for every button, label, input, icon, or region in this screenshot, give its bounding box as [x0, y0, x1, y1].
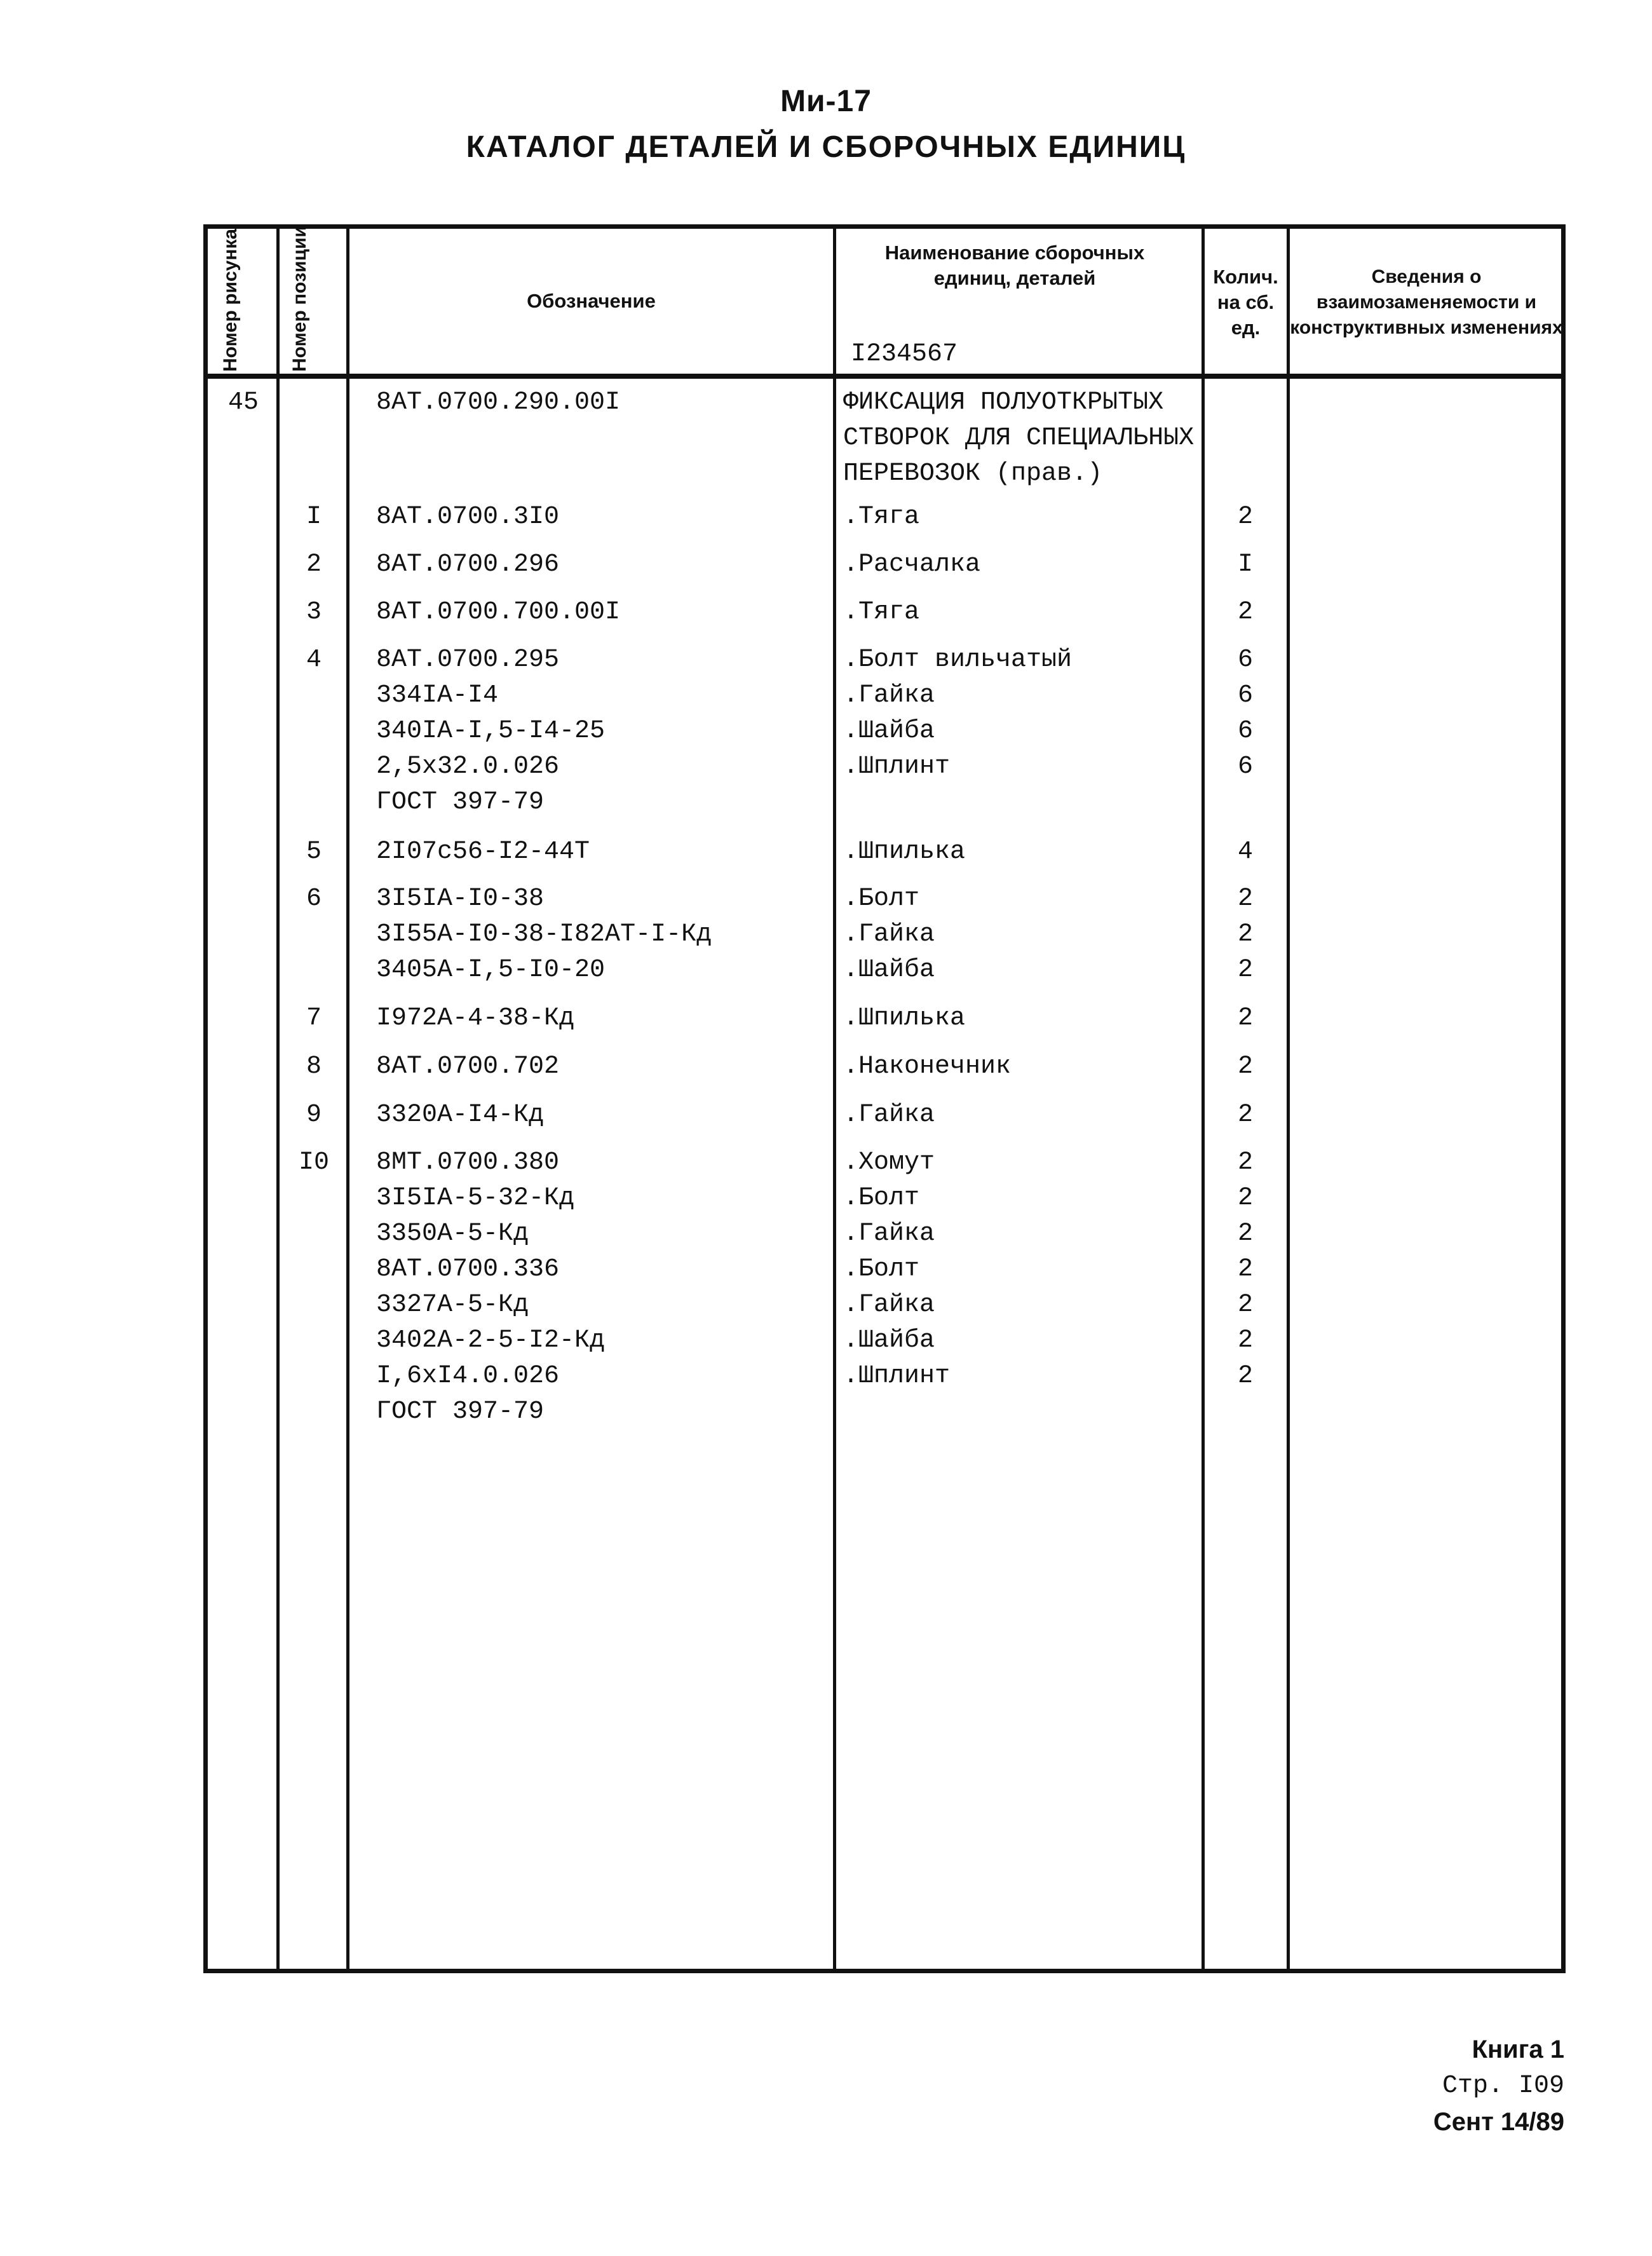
- row-qty: 4: [1237, 838, 1253, 866]
- row-pos: 9: [306, 1101, 322, 1129]
- row-des: 3I5IА-5-32-Кд: [376, 1184, 575, 1213]
- row-qty: 2: [1237, 598, 1253, 627]
- row-des: ГОСТ 397-79: [376, 788, 545, 817]
- row-des: 2I07с56-I2-44Т: [376, 838, 590, 866]
- row-qty: 2: [1237, 1101, 1253, 1129]
- row-des: I972А-4-38-Кд: [376, 1004, 575, 1033]
- row-qty: 6: [1237, 717, 1253, 745]
- row-name: .Шпилька: [843, 838, 966, 866]
- row-des: I,6хI4.0.026: [376, 1362, 560, 1390]
- row-name: .Болт вильчатый: [843, 646, 1073, 674]
- row-name: .Болт: [843, 1255, 920, 1284]
- row-qty: 2: [1237, 1052, 1253, 1081]
- row-name: ФИКСАЦИЯ ПОЛУОТКРЫТЫХ: [843, 388, 1164, 417]
- row-des: 3I55А-I0-38-I82АТ-I-Кд: [376, 920, 712, 949]
- row-name: .Гайка: [843, 1220, 935, 1248]
- row-name: .Хомут: [843, 1148, 935, 1177]
- row-qty: 6: [1237, 752, 1253, 781]
- row-pos: 3: [306, 598, 322, 627]
- row-name: СТВОРОК ДЛЯ СПЕЦИАЛЬНЫХ: [843, 424, 1195, 452]
- row-name: .Шайба: [843, 717, 935, 745]
- header-figure-no: Номер рисунка: [220, 228, 241, 372]
- row-qty: 2: [1237, 1184, 1253, 1213]
- row-pos: 4: [306, 646, 322, 674]
- row-qty: 6: [1237, 681, 1253, 710]
- row-qty: 2: [1237, 1220, 1253, 1248]
- row-name: .Болт: [843, 1184, 920, 1213]
- row-name: .Гайка: [843, 1101, 935, 1129]
- row-des: 2,5х32.0.026: [376, 752, 560, 781]
- row-name: .Тяга: [843, 598, 920, 627]
- header-designation: Обозначение: [527, 290, 656, 312]
- row-name: .Наконечник: [843, 1052, 1012, 1081]
- row-name: .Тяга: [843, 503, 920, 531]
- row-pos: 8: [306, 1052, 322, 1081]
- parts-catalog-table: [203, 224, 1566, 1973]
- row-des: 8АТ.0700.295: [376, 646, 560, 674]
- header-interchangeability: Сведения о взаимозаменяемости и конструктивных изменениях: [1290, 266, 1563, 338]
- aircraft-title: Ми-17: [780, 85, 872, 118]
- row-name: .Расчалка: [843, 550, 981, 579]
- row-qty: 2: [1237, 920, 1253, 949]
- row-des: 3I5IА-I0-38: [376, 885, 545, 913]
- row-name: .Болт: [843, 885, 920, 913]
- header-quantity: Колич. на сб. ед.: [1213, 266, 1278, 339]
- row-name: .Шплинт: [843, 752, 951, 781]
- row-name: .Шплинт: [843, 1362, 951, 1390]
- row-name: .Гайка: [843, 1291, 935, 1319]
- table-body: [208, 379, 1561, 1969]
- row-pos: 6: [306, 885, 322, 913]
- row-pos: I0: [298, 1148, 329, 1177]
- row-qty: 2: [1237, 503, 1253, 531]
- row-qty: 2: [1237, 1362, 1253, 1390]
- header-name: Наименование сборочных единиц, деталей: [884, 241, 1145, 289]
- row-qty: 2: [1237, 956, 1253, 984]
- row-des: 334IА-I4: [376, 681, 499, 710]
- row-des: 3320А-I4-Кд: [376, 1101, 545, 1129]
- row-des: 8МТ.0700.380: [376, 1148, 560, 1177]
- row-des: 3350А-5-Кд: [376, 1220, 529, 1248]
- row-fig: 45: [227, 388, 259, 417]
- header-name-levels: I234567: [851, 340, 958, 369]
- row-name: .Гайка: [843, 920, 935, 949]
- row-des: 340IА-I,5-I4-25: [376, 717, 606, 745]
- row-pos: 2: [306, 550, 322, 579]
- row-des: 8АТ.0700.702: [376, 1052, 560, 1081]
- row-qty: I: [1237, 550, 1253, 579]
- row-qty: 2: [1237, 1326, 1253, 1355]
- row-des: 3402А-2-5-I2-Кд: [376, 1326, 606, 1355]
- footer-book: Книга 1: [1472, 2035, 1564, 2063]
- row-des: 8АТ.0700.3I0: [376, 503, 560, 531]
- row-name: .Гайка: [843, 681, 935, 710]
- catalog-title: КАТАЛОГ ДЕТАЛЕЙ И СБОРОЧНЫХ ЕДИНИЦ: [466, 130, 1186, 164]
- row-pos: 5: [306, 838, 322, 866]
- row-name: .Шпилька: [843, 1004, 966, 1033]
- row-des: 8АТ.0700.336: [376, 1255, 560, 1284]
- header-position-no: Номер позиции: [289, 226, 310, 372]
- row-qty: 2: [1237, 1148, 1253, 1177]
- row-qty: 2: [1237, 1004, 1253, 1033]
- row-des: 3405А-I,5-I0-20: [376, 956, 606, 984]
- row-qty: 6: [1237, 646, 1253, 674]
- row-des: 8АТ.0700.700.00I: [376, 598, 621, 627]
- row-pos: 7: [306, 1004, 322, 1033]
- row-qty: 2: [1237, 885, 1253, 913]
- row-qty: 2: [1237, 1255, 1253, 1284]
- row-name: .Шайба: [843, 956, 935, 984]
- row-des: 8АТ.0700.290.00I: [376, 388, 621, 417]
- row-name: ПЕРЕВОЗОК (прав.): [843, 459, 1103, 488]
- footer-date: Сент 14/89: [1433, 2108, 1564, 2136]
- header-divider: [208, 374, 1561, 379]
- row-qty: 2: [1237, 1291, 1253, 1319]
- row-pos: I: [306, 503, 322, 531]
- row-des: ГОСТ 397-79: [376, 1397, 545, 1426]
- row-name: .Шайба: [843, 1326, 935, 1355]
- row-des: 3327А-5-Кд: [376, 1291, 529, 1319]
- row-des: 8АТ.0700.296: [376, 550, 560, 579]
- footer-page: Стр. I09: [1442, 2072, 1564, 2100]
